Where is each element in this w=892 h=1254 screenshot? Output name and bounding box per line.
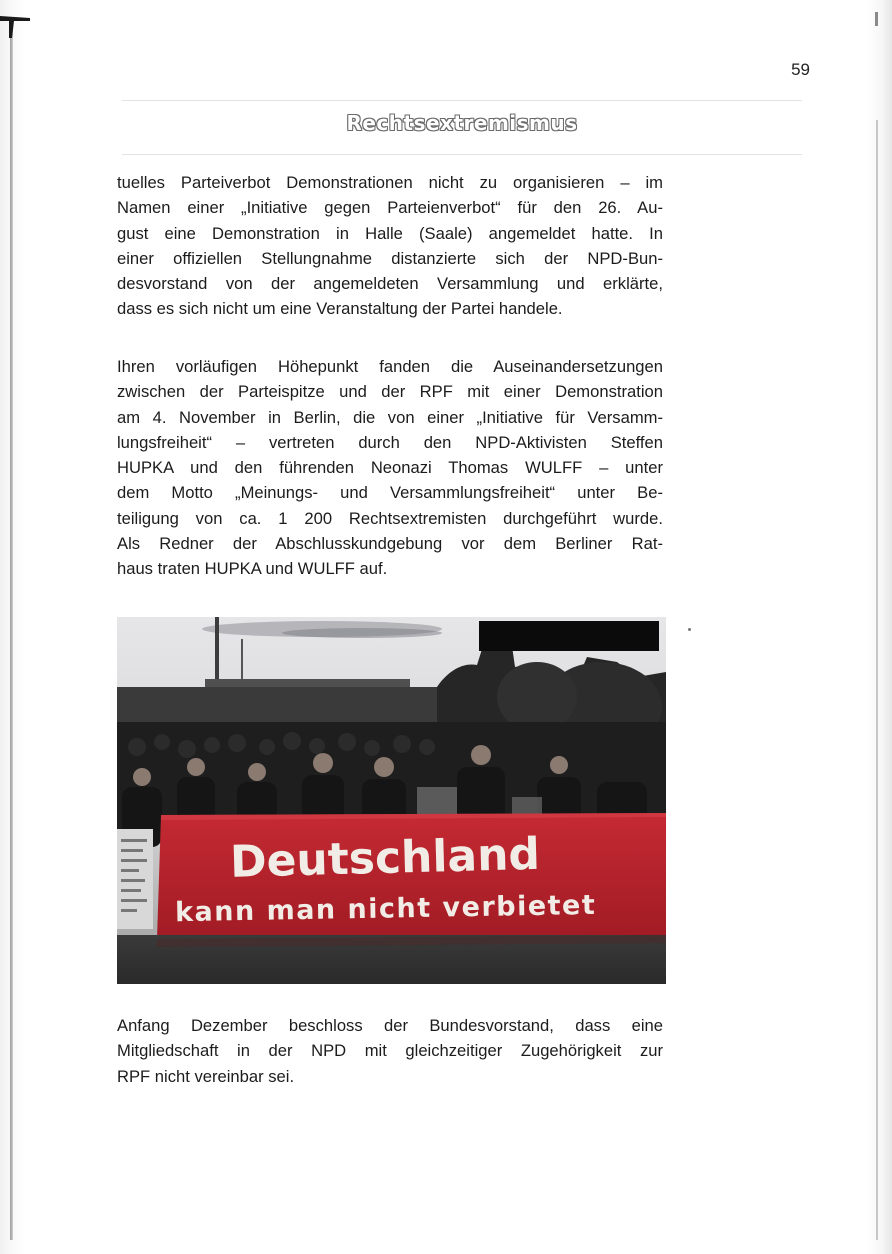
text-line: RPF nicht vereinbar sei.: [117, 1066, 295, 1086]
page-number: 59: [791, 60, 810, 79]
scan-left-edge: [0, 0, 26, 1254]
demonstration-photo: [117, 617, 666, 984]
paragraph-1: [117, 170, 663, 322]
scan-right-tick: [875, 12, 878, 26]
text-line: HUPKA und den führenden Neonazi Thomas WULFF – unter: [117, 458, 663, 478]
banner-text-line-2: kann man nicht verbietet: [174, 889, 597, 929]
running-header: Rechtsextremismus: [346, 111, 578, 135]
text-line: Anfang Dezember beschloss der Bundesvorstand, dass eine: [117, 1016, 663, 1035]
text-line: lungsfreiheit“ – vertreten durch den NPD-Aktivisten Steffen: [117, 432, 663, 452]
paragraph-2: [117, 354, 663, 582]
scan-binding-shadow: [10, 30, 13, 1240]
redaction-bar: [479, 621, 659, 651]
text-line: einer offiziellen Stellungnahme distanzierte sich der NPD-Bun-: [117, 248, 663, 268]
scan-corner-mark: [0, 14, 34, 40]
scan-speck: [688, 628, 691, 631]
text-line: dass es sich nicht um eine Veranstaltung der Partei handele.: [117, 299, 563, 319]
paragraph-3: [117, 1013, 663, 1089]
text-line: desvorstand von der angemeldeten Versammlung und erklärte,: [117, 274, 663, 294]
scan-right-edge: [866, 0, 892, 1254]
text-line: gust eine Demonstration in Halle (Saale) angemeldet hatte. In: [117, 223, 663, 243]
banner-text-line-1: Deutschland: [229, 828, 541, 888]
header-rule-top: [122, 100, 802, 101]
text-line: Namen einer „Initiative gegen Parteienverbot“ für den 26. Au-: [117, 198, 663, 218]
text-line: Als Redner der Abschlusskundgebung vor dem Berliner Rat-: [117, 534, 663, 554]
text-line: Ihren vorläufigen Höhepunkt fanden die Auseinandersetzungen: [117, 357, 663, 376]
header-rule-bottom: [122, 154, 802, 155]
text-line: teiligung von ca. 1 200 Rechtsextremisten durchgeführt wurde.: [117, 508, 663, 528]
demonstration-photo-image: [117, 617, 666, 984]
text-line: dem Motto „Meinungs- und Versammlungsfreiheit“ unter Be-: [117, 483, 663, 503]
text-line: haus traten HUPKA und WULFF auf.: [117, 559, 388, 579]
scan-right-fold: [876, 120, 878, 1240]
text-line: am 4. November in Berlin, die von einer „Initiative für Versamm-: [117, 407, 663, 427]
text-line: Mitgliedschaft in der NPD mit gleichzeitiger Zugehörigkeit zur: [117, 1041, 663, 1061]
text-line: tuelles Parteiverbot Demonstrationen nicht zu organisieren – im: [117, 173, 663, 192]
text-line: zwischen der Parteispitze und der RPF mit einer Demonstration: [117, 382, 663, 402]
